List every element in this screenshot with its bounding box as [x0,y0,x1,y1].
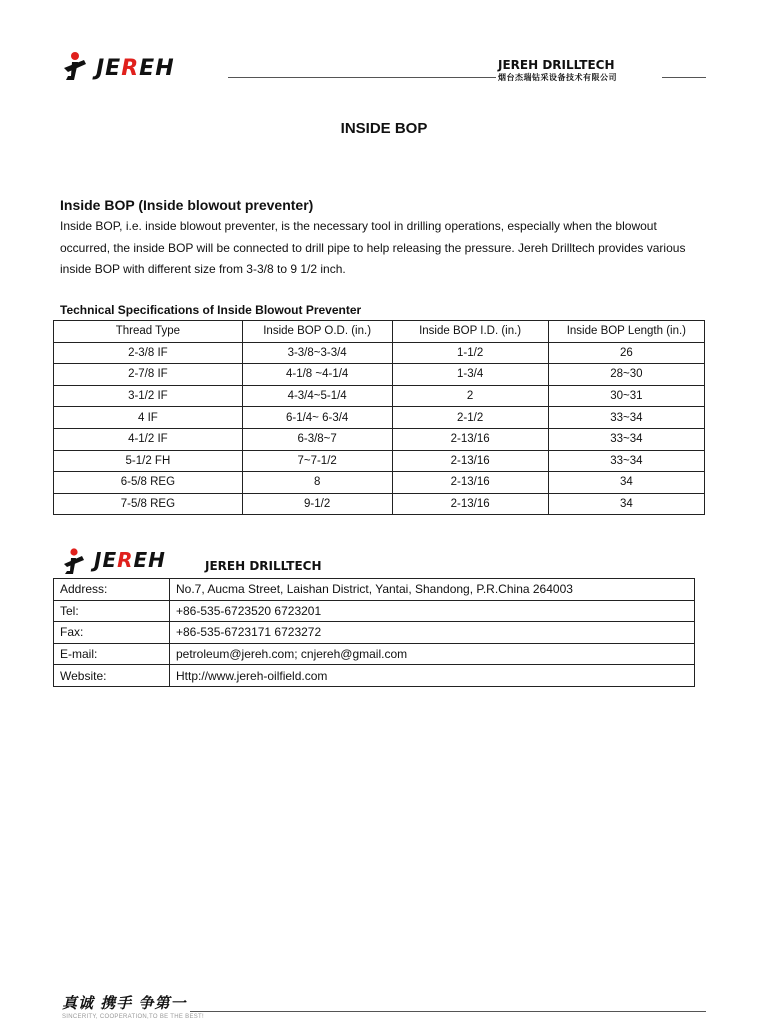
od-cell: 6-3/8~7 [242,428,392,450]
spec-table [53,320,705,515]
spec-table-caption: Technical Specifications of Inside Blowout Preventer [60,303,362,317]
od-cell: 6-1/4~ 6-3/4 [242,407,392,429]
id-cell: 2-1/2 [392,407,548,429]
tel-value: +86-535-6723520 6723201 [170,600,695,622]
col-header-id: Inside BOP I.D. (in.) [392,321,548,343]
contact-logo-wordmark: JEREH [94,548,166,572]
contact-label: Address: [54,579,170,601]
contact-row-fax [54,622,695,644]
section-heading: Inside BOP (Inside blowout preventer) [60,197,314,213]
contact-label: Tel: [54,600,170,622]
fax-value: +86-535-6723171 6723272 [170,622,695,644]
od-cell: 4-1/8 ~4-1/4 [242,364,392,386]
length-cell: 34 [548,493,704,515]
length-cell: 26 [548,342,704,364]
od-cell: 7~7-1/2 [242,450,392,472]
table-row [54,385,705,407]
id-cell: 2-13/16 [392,472,548,494]
logo-wordmark: JEREH [96,56,175,81]
header-company-name-cn: 烟台杰瑞钻采设备技术有限公司 [498,73,617,82]
header-divider-right [662,77,706,78]
contact-company-name: JEREH DRILLTECH [205,559,322,573]
intro-paragraph: Inside BOP, i.e. inside blowout preventer, is the necessary tool in drilling operations, especially when the blowout occurred, the inside BOP will be connected to drill pipe to help releasing the pressure. Jereh Drilltech provides various inside BOP with different size from 3-3/8 to 9 1/2 inch. [60,219,686,276]
table-row [54,450,705,472]
contact-label: Website: [54,665,170,687]
od-cell: 9-1/2 [242,493,392,515]
contact-label: E-mail: [54,643,170,665]
contact-row-email [54,643,695,665]
thread-type-cell: 4-1/2 IF [54,428,243,450]
email-link[interactable]: petroleum@jereh.com; cnjereh@gmail.com [170,643,695,665]
length-cell: 30~31 [548,385,704,407]
od-cell: 8 [242,472,392,494]
footer-slogan-cn: 真诚 携手 争第一 [62,994,187,1012]
header-divider [228,77,496,78]
od-cell: 4-3/4~5-1/4 [242,385,392,407]
id-cell: 2-13/16 [392,493,548,515]
thread-type-cell: 5-1/2 FH [54,450,243,472]
table-row [54,342,705,364]
thread-type-cell: 3-1/2 IF [54,385,243,407]
thread-type-cell: 2-7/8 IF [54,364,243,386]
contact-row-tel [54,600,695,622]
logo-accent-letter: R [121,56,140,81]
length-cell: 33~34 [548,407,704,429]
thread-type-cell: 4 IF [54,407,243,429]
od-cell: 3-3/8~3-3/4 [242,342,392,364]
id-cell: 2-13/16 [392,450,548,472]
website-link[interactable]: Http://www.jereh-oilfield.com [170,665,695,687]
length-cell: 33~34 [548,450,704,472]
document-title: INSIDE BOP [340,120,428,137]
header-company-name: JEREH DRILLTECH [498,58,615,72]
thread-type-cell: 6-5/8 REG [54,472,243,494]
id-cell: 1-3/4 [392,364,548,386]
thread-type-cell: 2-3/8 IF [54,342,243,364]
contact-label: Fax: [54,622,170,644]
spec-table-header-row [54,321,705,343]
footer-divider [190,1011,706,1012]
logo-accent-letter: R [117,548,134,572]
table-row [54,428,705,450]
id-cell: 2 [392,385,548,407]
thread-type-cell: 7-5/8 REG [54,493,243,515]
contact-table [53,578,695,687]
col-header-length: Inside BOP Length (in.) [548,321,704,343]
address-value: No.7, Aucma Street, Laishan District, Yantai, Shandong, P.R.China 264003 [170,579,695,601]
contact-row-website [54,665,695,687]
length-cell: 33~34 [548,428,704,450]
id-cell: 2-13/16 [392,428,548,450]
length-cell: 34 [548,472,704,494]
table-row [54,472,705,494]
footer-slogan-en: SINCERITY, COOPERATION,TO BE THE BEST! [62,1014,204,1020]
id-cell: 1-1/2 [392,342,548,364]
col-header-od: Inside BOP O.D. (in.) [242,321,392,343]
table-row [54,493,705,515]
length-cell: 28~30 [548,364,704,386]
contact-row-address [54,579,695,601]
col-header-thread-type: Thread Type [54,321,243,343]
table-row [54,407,705,429]
table-row [54,364,705,386]
